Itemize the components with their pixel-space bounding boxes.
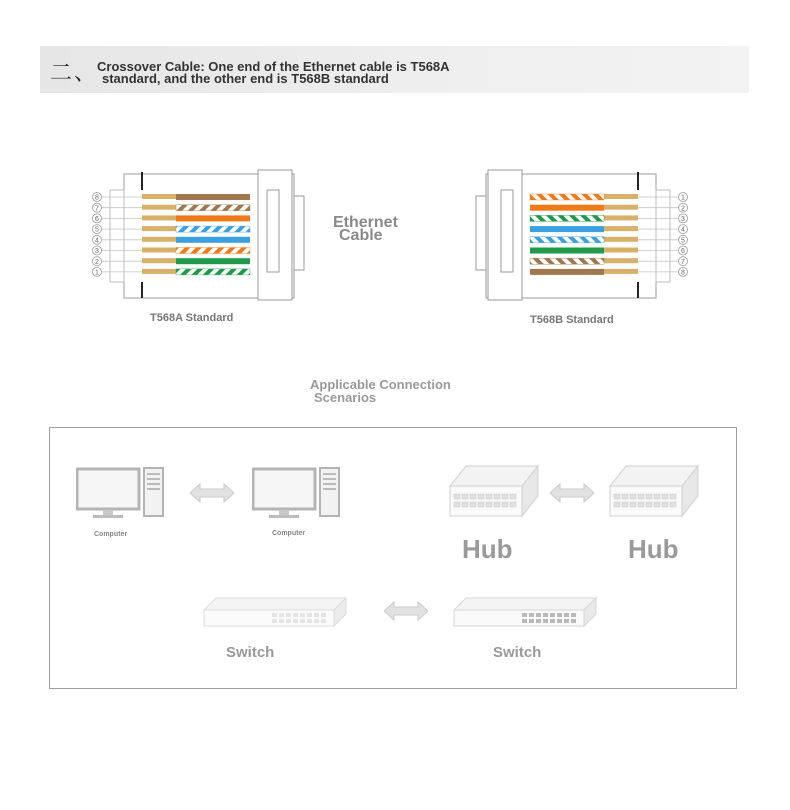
pin-number: 5 [95,226,99,234]
ethernet-cable-label-line2: Cable [339,227,383,244]
t568b-label: T568B Standard [530,314,614,326]
t568a-label: T568A Standard [150,312,234,324]
pin-number: 7 [95,205,99,213]
hub-icon [608,464,700,524]
switch-icon [452,596,598,632]
computer-right-label: Computer [272,530,306,537]
pin-number: 6 [681,248,685,256]
ethernet-cable-label [333,216,398,242]
pin-number: 8 [95,194,99,202]
pin-number: 3 [681,216,685,223]
pin-number: 2 [681,205,685,213]
scenarios-panel [49,427,737,689]
double-arrow-icon [550,482,594,504]
double-arrow-icon [190,482,234,504]
hub-icon [448,464,540,524]
pin-number: 2 [95,258,99,266]
section-number: 二、 [50,61,99,86]
header-banner [40,46,749,93]
computer-icon [76,466,168,522]
t568a-connector [93,170,305,300]
hub-right-label: Hub [628,534,679,564]
header-title [97,61,450,85]
t568b-connector [476,170,688,300]
double-arrow-icon [384,600,428,622]
scenarios-title [310,378,451,404]
pin-number: 4 [95,237,99,245]
scenarios-title-line2: Scenarios [314,390,377,405]
ethernet-cable-label-line1: Ethernet [333,214,398,231]
pin-number: 4 [681,226,685,234]
pin-number: 1 [681,194,685,202]
scenarios-title-line1: Applicable Connection [310,377,451,392]
pin-number: 1 [95,269,99,277]
switch-icon [202,596,348,632]
computer-left-label: Computer [94,531,128,538]
computer-icon [252,466,344,522]
hub-left-label: Hub [462,534,513,564]
pin-number: 7 [681,258,685,266]
pin-number: 3 [95,248,99,256]
header-title-line2: standard, and the other end is T568B standard [102,71,389,86]
pin-number: 8 [681,269,685,277]
header-title-line1: Crossover Cable: One end of the Ethernet cable is T568A [97,59,450,74]
switch-right-label: Switch [493,644,542,661]
switch-left-label: Switch [226,644,275,661]
pin-number: 6 [95,216,99,223]
pin-number: 5 [681,237,685,245]
